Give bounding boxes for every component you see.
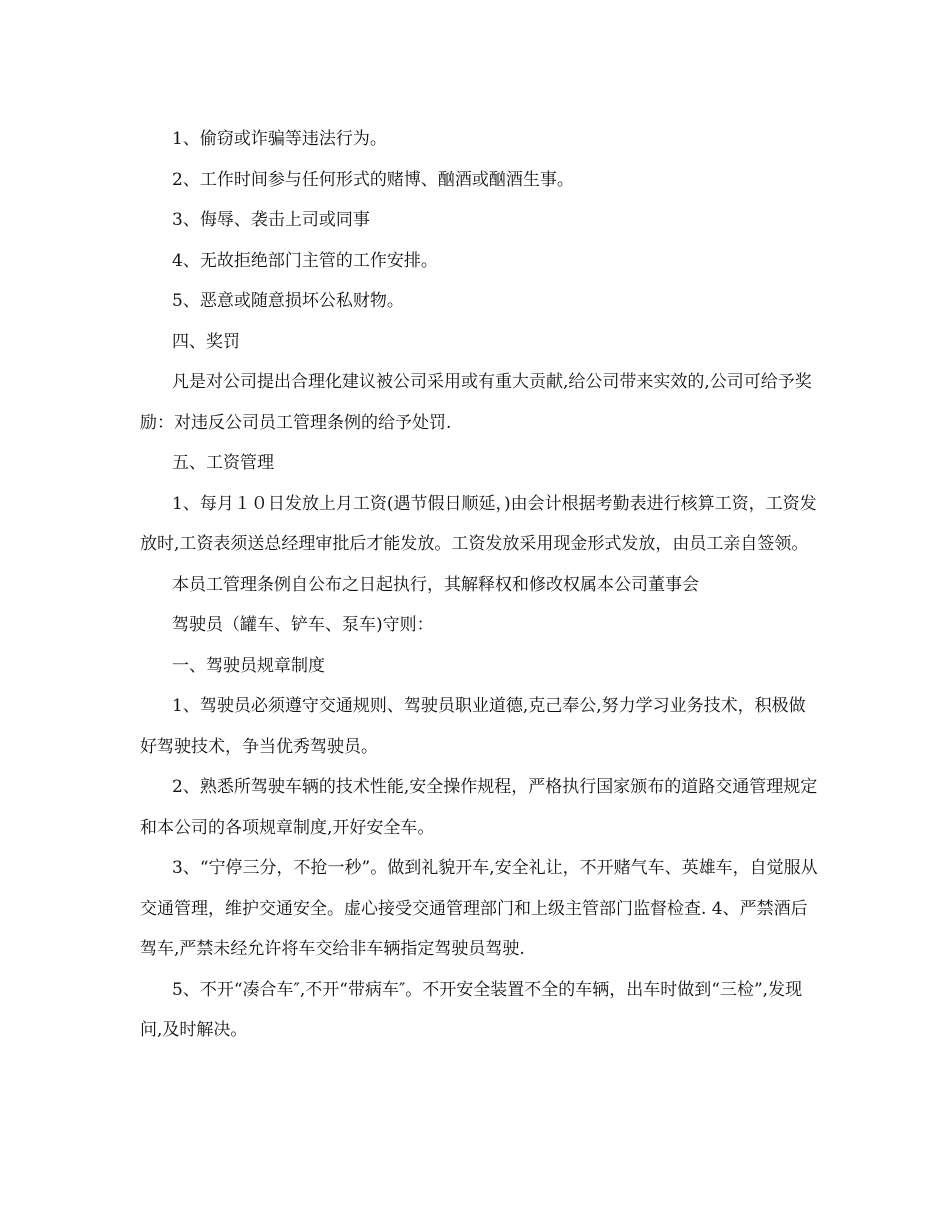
paragraph-salary: 1、每月１０日发放上月工资(遇节假日顺延，)由会计根据考勤表进行核算工资，工资发放时,工资表须送总经理审批后才能发放。工资发放采用现金形式发放，由员工亲自签领。: [140, 493, 817, 554]
heading-driver-rules: 驾驶员（罐车、铲车、泵车)守则：: [172, 615, 434, 635]
paragraph-theft: 1、偷窃或诈骗等违法行为。: [172, 129, 387, 149]
paragraph-driver-1: 1、驾驶员必须遵守交通规则、驾驶员职业道德,克己奉公,努力学习业务技术，积极做好驾驶技术，争当优秀驾驶员。: [140, 696, 806, 757]
section-heading-salary: 五、工资管理: [172, 453, 274, 473]
paragraph-driver-5: 5、不开“凑合车″,不开“带病车″。不开安全装置不全的车辆，出车时做到“三检”,发现问,及时解决。: [140, 979, 803, 1040]
paragraph-insult: 3、侮辱、袭击上司或同事: [172, 210, 370, 230]
section-heading-rewards: 四、奖罚: [172, 331, 240, 352]
paragraph-refuse: 4、无故拒绝部门主管的工作安排。: [172, 250, 438, 271]
paragraph-driver-2: 2、熟悉所驾驶车辆的技术性能,安全操作规程，严格执行国家颁布的道路交通管理规定和本公司的各项规章制度,开好安全车。: [140, 777, 818, 838]
paragraph-damage: 5、恶意或随意损坏公私财物。: [172, 291, 404, 311]
paragraph-gambling: 2、工作时间参与任何形式的赌博、酗酒或酗酒生事。: [172, 169, 574, 190]
paragraph-driver-3: 3、“宁停三分，不抢一秒”。做到礼貌开车,安全礼让，不开赌气车、英雄车，自觉服从交通管理，维护交通安全。虚心接受交通管理部门和上级主管部门监督检查. 4、严禁酒后驾车,严禁未经允许将车交给非车辆指定驾驶员驾驶.: [140, 858, 818, 959]
section-heading-driver-regulations: 一、驾驶员规章制度: [172, 655, 325, 676]
paragraph-effective: 本员工管理条例自公布之日起执行，其解释权和修改权属本公司董事会: [172, 574, 699, 595]
document-body: [140, 119, 820, 1051]
paragraph-rewards: 凡是对公司提出合理化建议被公司采用或有重大贡献,给公司带来实效的,公司可给予奖励：对违反公司员工管理条例的给予处罚.: [140, 372, 812, 433]
